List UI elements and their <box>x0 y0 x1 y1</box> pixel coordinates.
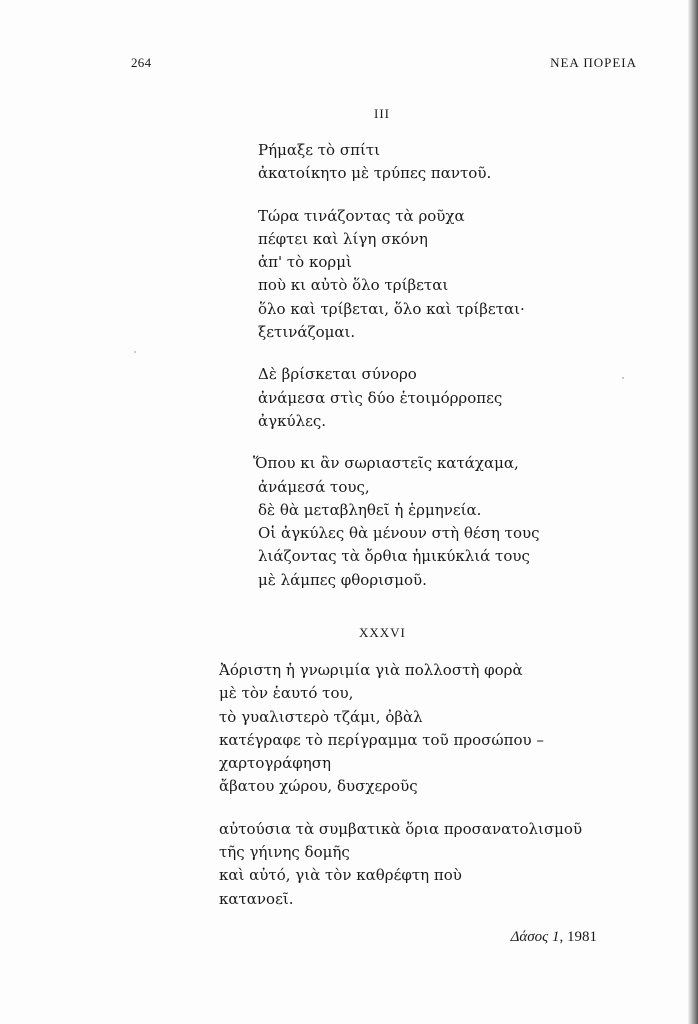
poem-line: καὶ αὐτό, γιὰ τὸν καθρέφτη ποὺ <box>219 866 462 885</box>
poem-line: αὐτούσια τὰ συμβατικὰ ὅρια προσανατολισμοῦ <box>219 819 583 838</box>
poem-line: ὅλο καὶ τρίβεται, ὅλο καὶ τρίβεται· <box>258 299 525 318</box>
poem-line: μὲ τὸν ἑαυτό του, <box>219 684 354 703</box>
poem-line: τὸ γυαλιστερὸ τζάμι, ὀβὰλ <box>219 707 423 726</box>
poem-line: ξετινάζομαι. <box>258 323 356 342</box>
poem-line: λιάζοντας τὰ ὄρθια ἡμικύκλιά τους <box>258 547 530 566</box>
stanza <box>253 452 540 592</box>
stanza <box>219 659 582 799</box>
poem-line: ἄβατου χώρου, δυσχεροῦς <box>219 777 418 796</box>
poem-line: τῆς γήινης δομῆς <box>219 843 350 862</box>
section-title-xxxvi: XXXVI <box>359 625 406 640</box>
poem-line: Δὲ βρίσκεται σύνορο <box>258 365 417 384</box>
poem-line: κατανοεῖ. <box>219 889 294 908</box>
poem-line: Τώρα τινάζοντας τὰ ροῦχα <box>258 206 465 225</box>
stanza <box>258 363 540 433</box>
poem-iii <box>253 139 540 592</box>
stanza <box>219 818 582 911</box>
poem-line: ἀκατοίκητο μὲ τρύπες παντοῦ. <box>258 164 492 183</box>
poem-line: ἀνάμεσά τους, <box>258 477 370 496</box>
running-title: ΝΕΑ ΠΟΡΕΙΑ <box>550 55 637 70</box>
stanza <box>258 139 540 186</box>
poem-line: δὲ θὰ μεταβληθεῖ ἡ ἑρμηνεία. <box>258 500 482 519</box>
page-number: 264 <box>131 55 152 70</box>
signature-source: Δάσος 1 <box>510 929 560 945</box>
poem-line: Ἀόριστη ἡ γνωριμία γιὰ πολλοστὴ φορὰ <box>219 661 523 679</box>
poem-line: μὲ λάμπες φθορισμοῦ. <box>258 570 427 589</box>
poem-line: Ὅπου κι ἂν σωριαστεῖς κατάχαμα, <box>253 454 519 473</box>
poem-line: ἀπ' τὸ κορμὶ <box>258 253 352 272</box>
poem-line: χαρτογράφηση <box>219 754 331 773</box>
poem-line: Ρήμαξε τὸ σπίτι <box>258 141 381 159</box>
page-edge-shadow <box>688 0 698 1024</box>
signature <box>511 929 597 946</box>
paper-speck <box>622 377 624 379</box>
section-title-iii: III <box>374 106 390 121</box>
poem-line: Οἱ ἀγκύλες θὰ μένουν στὴ θέση τους <box>258 524 540 543</box>
poem-xxxvi <box>219 659 582 911</box>
poem-line: πέφτει καὶ λίγη σκόνη <box>258 229 428 248</box>
poem-line: ἀνάμεσα στὶς δύο ἑτοιμόρροπες <box>258 388 503 407</box>
signature-year: , 1981 <box>559 929 597 945</box>
poem-line: κατέγραφε τὸ περίγραμμα τοῦ προσώπου – <box>219 730 544 749</box>
poem-line: ἀγκύλες. <box>258 411 327 430</box>
stanza <box>258 205 540 345</box>
poem-line: ποὺ κι αὐτὸ ὅλο τρίβεται <box>258 276 449 295</box>
paper-speck <box>134 351 136 353</box>
